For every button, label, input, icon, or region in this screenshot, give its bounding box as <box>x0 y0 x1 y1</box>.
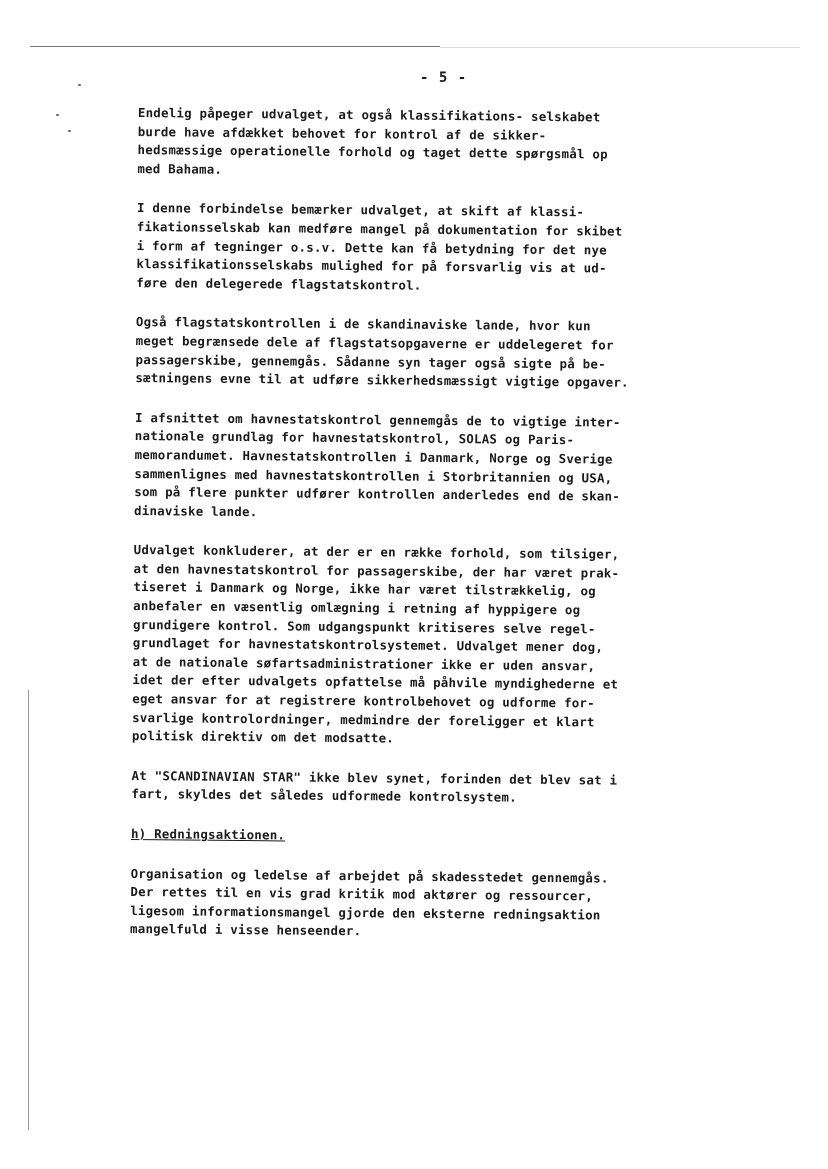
scan-speck <box>56 114 59 116</box>
text-line: i form af tegninger o.s.v. Dette kan få betydning for det nye <box>136 237 608 258</box>
paragraph-rescue-operation <box>130 865 731 945</box>
text-line: sætningens evne til at udføre sikkerhedsmæssigt vigtige opgaver. <box>135 370 629 390</box>
text-line: politisk direktiv om det modsatte. <box>131 728 395 746</box>
text-line: Der rettes til en vis grad kritik mod aktører og ressourcer, <box>130 884 594 904</box>
text-line: fikationsselskab kan medføre mangel på dokumentation for skibet <box>136 218 623 239</box>
page-number: - 5 - <box>420 70 468 86</box>
text-line: I afsnittet om havnestatskontrol gennemgås de to vigtige inter- <box>134 409 621 430</box>
top-rule-faint <box>440 47 800 48</box>
left-margin-rule <box>28 690 29 1130</box>
text-line: idet der efter udvalgets opfattelse må påhvile myndighederne et <box>132 672 619 693</box>
text-line: føre den delegerede flagstatskontrol. <box>136 274 422 293</box>
text-line: Endelig påpeger udvalget, at også klassifikations- selskabet <box>137 104 601 125</box>
text-line: grundlaget for havnestatskontrolsystemet. Udvalget mener dog, <box>132 635 604 655</box>
top-rule <box>30 46 440 47</box>
text-line: Organisation og ledelse af arbejdet på skadesstedet gennemgås. <box>130 865 609 886</box>
document-body <box>130 104 738 966</box>
text-line: grundigere kontrol. Som udgangspunkt kritiseres selve regel- <box>132 616 596 637</box>
text-line: eget ansvar for at registrere kontrolbehovet og udforme for- <box>132 691 595 711</box>
text-line: Også flagstatskontrollen i de skandinaviske lande, hvor kun <box>135 314 591 334</box>
text-line: som på flere punkter udfører kontrollen anderledes end de skan- <box>134 484 621 504</box>
section-heading: h) Redningsaktionen. <box>130 825 286 843</box>
text-line: nationale grundlag for havnestatskontrol, SOLAS og Paris- <box>134 428 575 448</box>
text-line: Udvalget konkluderer, at der er en række forhold, som tilsiger, <box>133 542 620 562</box>
paragraph-port-state-control <box>134 409 735 526</box>
text-line: anbefaler en væsentlig omlægning i retning af hyppigere og <box>133 598 581 618</box>
text-line: at de nationale søfartsadministrationer ikke er uden ansvar, <box>132 653 596 674</box>
text-line: mangelfuld i visse henseender. <box>130 921 362 939</box>
text-line: tiseret i Danmark og Norge, ikke har været tilstrækkelig, og <box>133 579 597 599</box>
text-line: memorandumet. Havnestatskontrollen i Danmark, Norge og Sverige <box>134 446 613 467</box>
text-line: meget begrænsede dele af flagstatsopgaverne er uddelegeret for <box>135 332 614 353</box>
text-line: svarlige kontrolordninger, medmindre der foreligger et klart <box>132 709 595 730</box>
text-line: fart, skyldes det således udformede kontrolsystem. <box>131 786 517 806</box>
scan-speck <box>68 130 71 132</box>
text-line: burde have afdækket behovet for kontrol af de sikker- <box>137 123 547 143</box>
text-line: At "SCANDINAVIAN STAR" ikke blev synet, forinden det blev sat i <box>131 767 618 788</box>
text-line: dinaviske lande. <box>134 502 258 519</box>
scan-speck <box>78 84 81 86</box>
text-line: ligesom informationsmangel gjorde den eksterne redningsaktion <box>130 902 601 923</box>
paragraph-flag-state-control <box>135 313 736 393</box>
text-line: hedsmæssige operationelle forhold og taget dette spørgsmål op <box>137 142 608 162</box>
text-line: at den havnestatskontrol for passagerskibe, der har været prak- <box>133 560 620 581</box>
text-line: sammenlignes med havnestatskontrollen i Storbritannien og USA, <box>134 465 613 486</box>
text-line: med Bahama. <box>137 160 223 177</box>
paragraph-scandinavian-star <box>131 767 731 810</box>
text-line: passagerskibe, gennemgås. Sådanne syn tager også sigte på be- <box>135 351 606 372</box>
text-line: klassifikationsselskabs mulighed for på forsvarlig vis at ud- <box>136 256 607 276</box>
paragraph-committee-conclusion <box>132 541 734 751</box>
paragraph-class-change <box>136 199 737 298</box>
paragraph-classification-society <box>137 104 738 184</box>
text-line: I denne forbindelse bemærker udvalget, at skift af klassi- <box>136 200 585 220</box>
